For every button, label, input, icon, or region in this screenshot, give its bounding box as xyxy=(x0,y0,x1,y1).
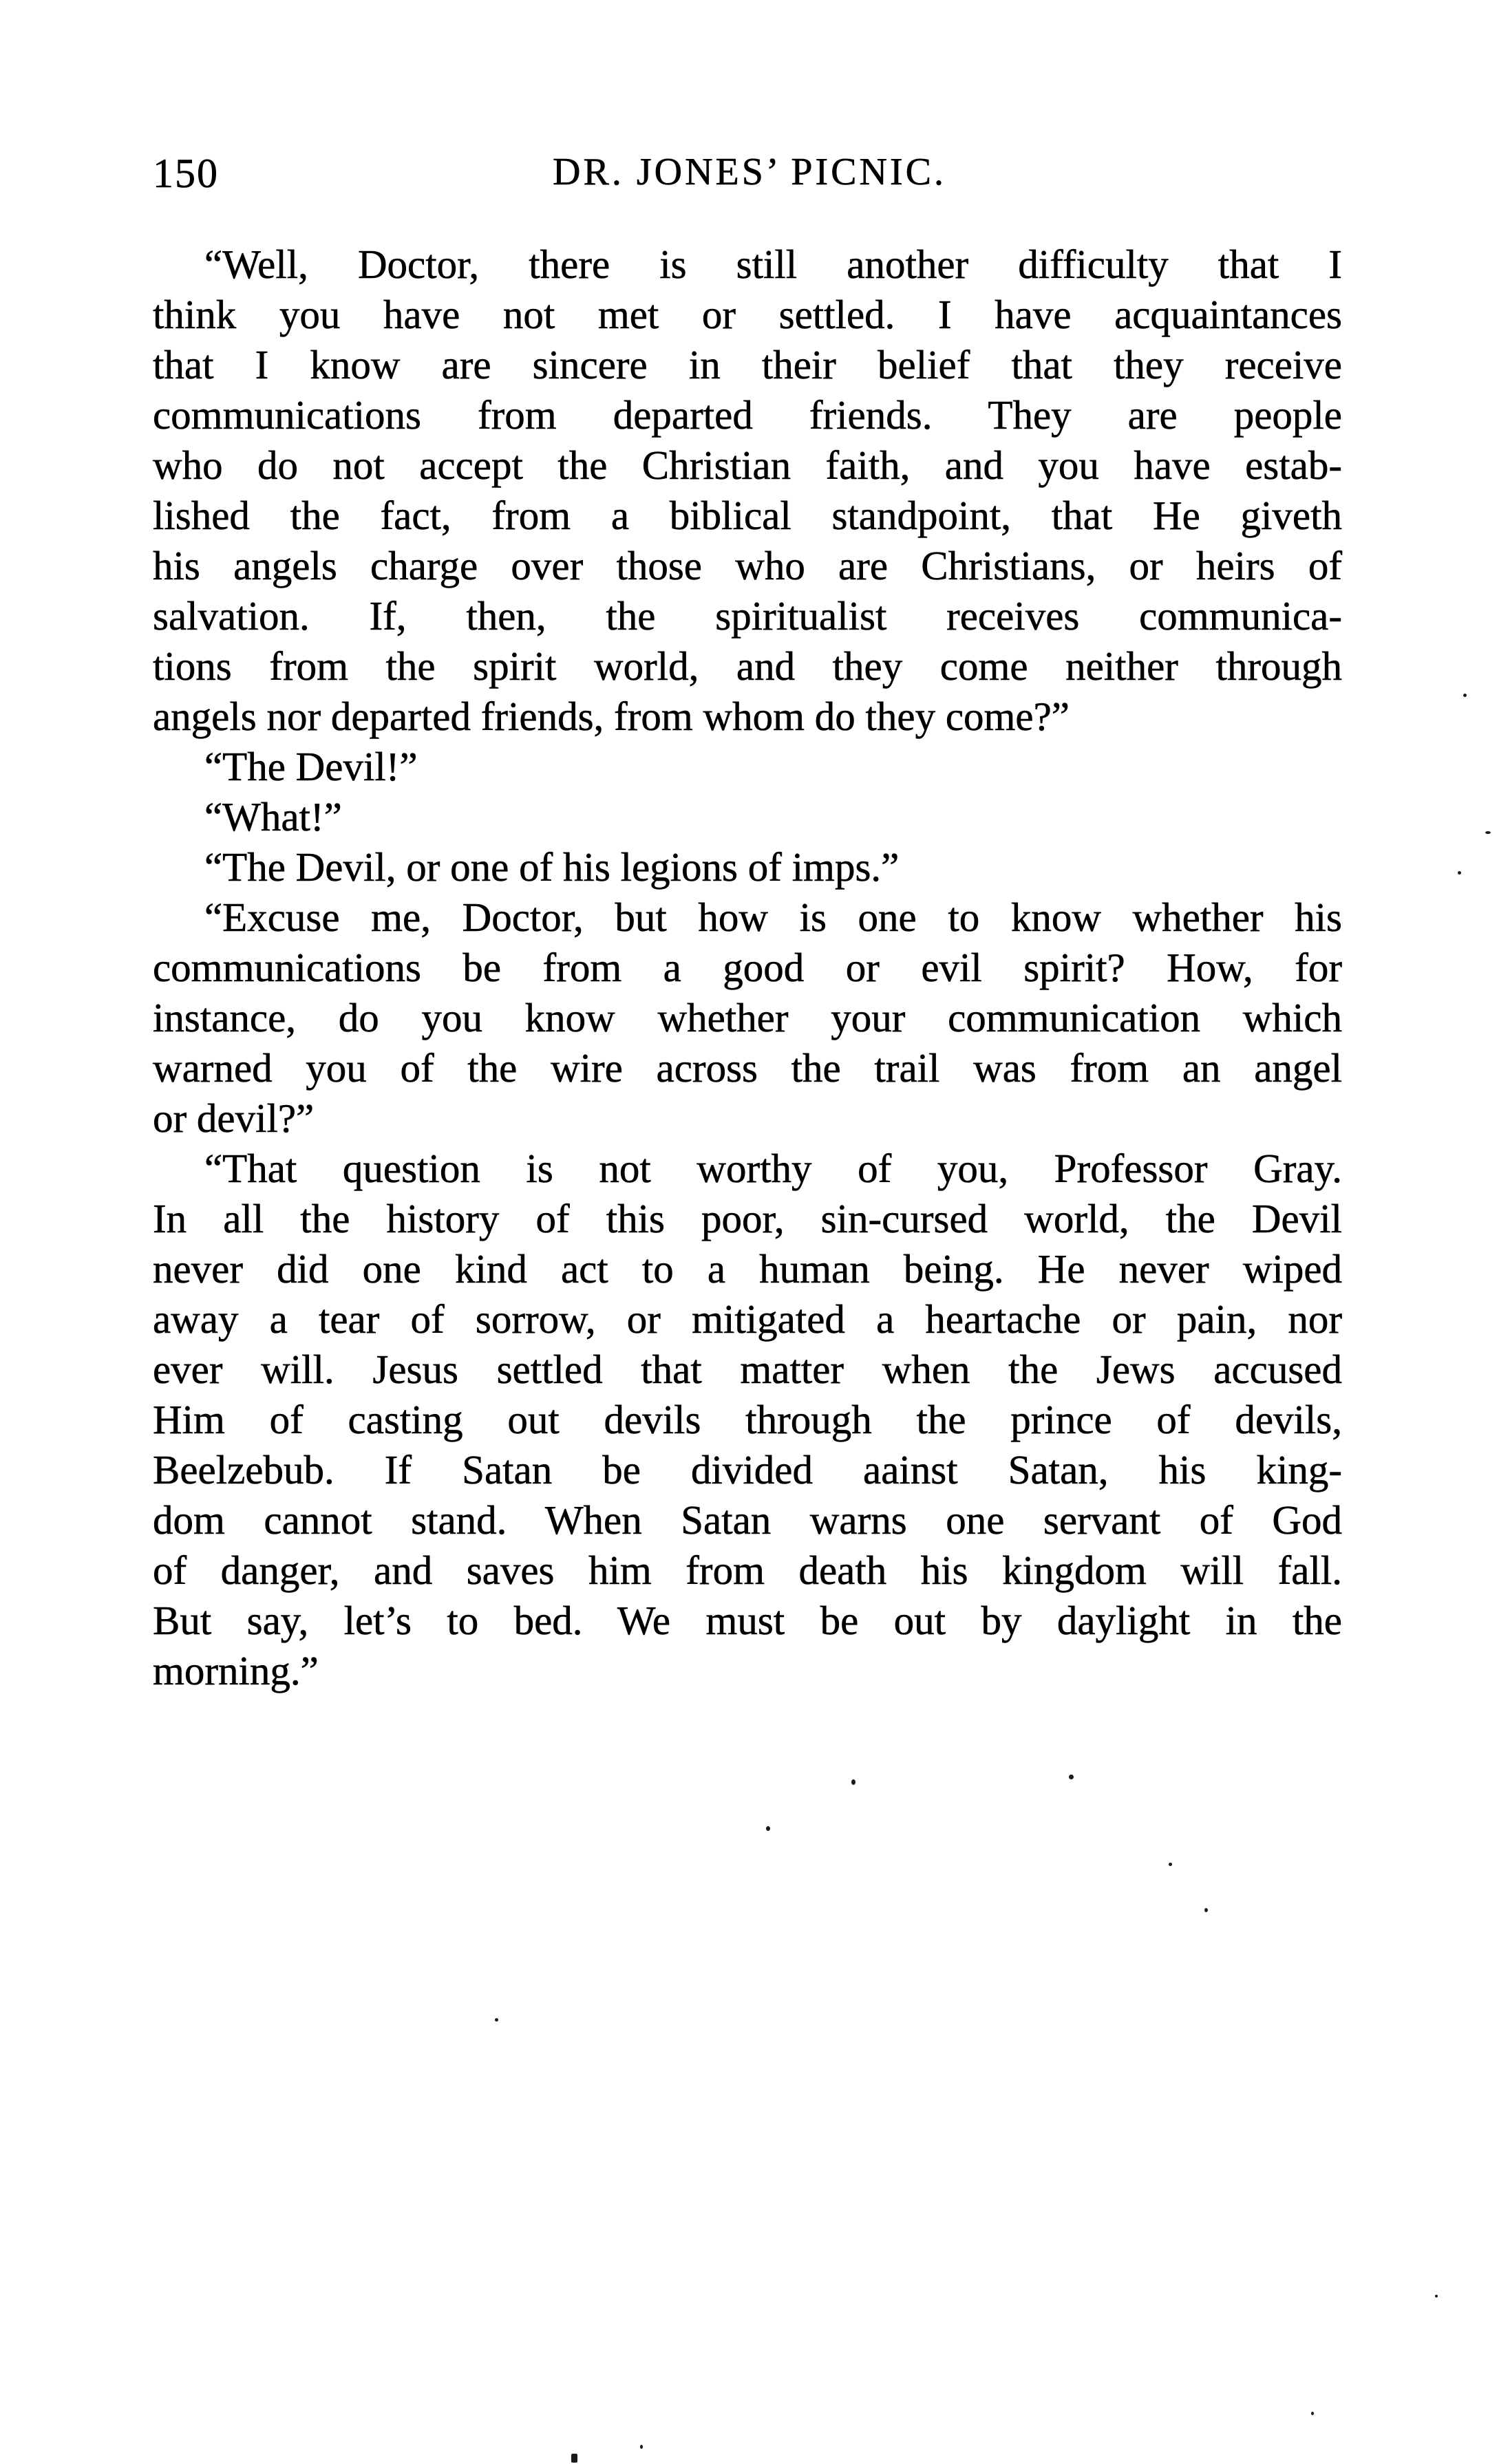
ink-speck xyxy=(1463,694,1467,697)
text-line: or devil?” xyxy=(153,1095,315,1141)
ink-speck xyxy=(495,2018,498,2022)
page-header xyxy=(0,150,1499,198)
text-line: instance, do you know whether your communication which xyxy=(153,995,1342,1040)
text-line: Him of casting out devils through the prince of devils, xyxy=(153,1397,1342,1442)
text-line: salvation. If, then, the spiritualist receives communica- xyxy=(153,593,1342,639)
text-line: “Excuse me, Doctor, but how is one to know whether his xyxy=(204,894,1342,940)
text-line: In all the history of this poor, sin-cursed world, the Devil xyxy=(153,1196,1342,1241)
text-line: “Well, Doctor, there is still another difficulty that I xyxy=(204,242,1342,287)
text-line: communications be from a good or evil spirit? How, for xyxy=(153,945,1342,990)
text-line: “The Devil, or one of his legions of imps.” xyxy=(204,844,900,890)
text-line: dom cannot stand. When Satan warns one servant of God xyxy=(153,1497,1342,1543)
running-title: DR. JONES’ PICNIC. xyxy=(553,151,946,193)
text-line: “The Devil!” xyxy=(204,744,418,789)
text-line: lished the fact, from a biblical standpoint, that He giveth xyxy=(153,493,1342,538)
text-line: his angels charge over those who are Christians, or heirs of xyxy=(153,543,1342,588)
text-line: “What!” xyxy=(204,794,342,839)
text-line: morning.” xyxy=(153,1648,319,1693)
text-line: that I know are sincere in their belief that they receive xyxy=(153,342,1342,387)
text-line: warned you of the wire across the trail was from an angel xyxy=(153,1045,1342,1091)
text-line: away a tear of sorrow, or mitigated a heartache or pain, nor xyxy=(153,1296,1342,1342)
ink-speck xyxy=(571,2454,577,2463)
text-line: never did one kind act to a human being. He never wiped xyxy=(153,1246,1342,1292)
page-number: 150 xyxy=(153,151,219,196)
text-line: But say, let’s to bed. We must be out by daylight in the xyxy=(153,1598,1342,1643)
ink-speck xyxy=(766,1826,770,1831)
text-line: angels nor departed friends, from whom do they come?” xyxy=(153,694,1070,739)
text-line: who do not accept the Christian faith, and you have estab- xyxy=(153,442,1342,488)
ink-speck xyxy=(851,1779,855,1785)
text-line: “That question is not worthy of you, Professor Gray. xyxy=(204,1146,1342,1191)
text-line: ever will. Jesus settled that matter when the Jews accused xyxy=(153,1347,1342,1392)
ink-speck xyxy=(1069,1775,1074,1779)
ink-speck xyxy=(1311,2412,1314,2415)
text-line: Beelzebub. If Satan be divided aainst Satan, his king- xyxy=(153,1447,1342,1492)
text-line: communications from departed friends. They are people xyxy=(153,392,1342,438)
ink-speck xyxy=(1204,1908,1208,1912)
text-line: of danger, and saves him from death his kingdom will fall. xyxy=(153,1547,1342,1593)
ink-speck xyxy=(1435,2295,1438,2297)
text-line: tions from the spirit world, and they come neither through xyxy=(153,643,1342,689)
text-line: think you have not met or settled. I have acquaintances xyxy=(153,292,1342,337)
ink-speck xyxy=(1485,831,1491,834)
body-text xyxy=(153,239,1342,1696)
ink-speck xyxy=(640,2445,643,2449)
ink-speck xyxy=(1458,871,1461,875)
ink-speck xyxy=(1169,1863,1172,1866)
